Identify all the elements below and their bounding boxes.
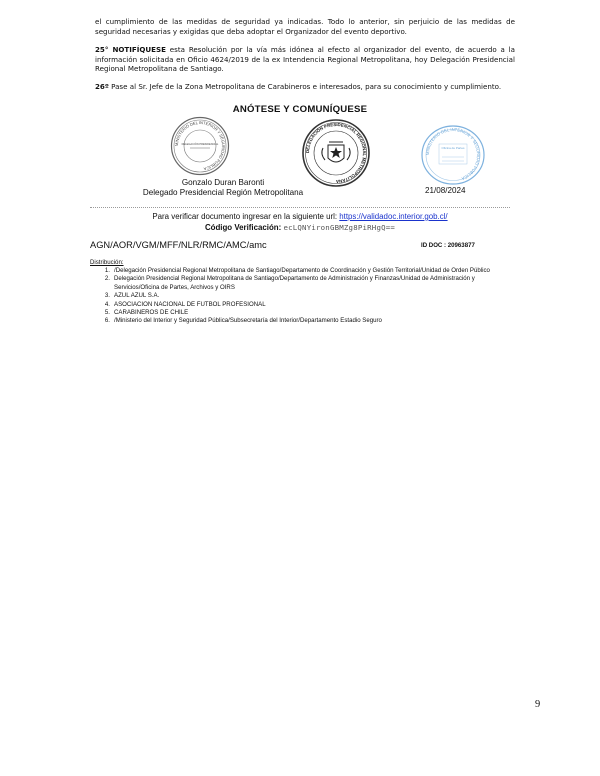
ministry-seal-stamp (170, 116, 230, 176)
list-item-number: 5. (104, 309, 110, 317)
list-item-text: Delegación Presidencial Regional Metropolitana de Santiago/Departamento de Administración y Finanzas/Unidad de Administración y Servicios/Oficina de Partes, Archivos y OIRS (114, 275, 475, 291)
list-item (90, 275, 515, 292)
verification-code-label: Código Verificación: (204, 223, 282, 232)
paragraph-25 (95, 45, 515, 74)
list-item (90, 292, 515, 300)
distribution-list (90, 267, 515, 326)
list-item (90, 267, 515, 275)
distribution-heading: Distribución: (90, 259, 124, 266)
list-item (90, 309, 515, 317)
list-item-text: /Delegación Presidencial Regional Metropolitana de Santiago/Departamento de Coordinación y Gestión Territorial/Unidad de Orden Público (114, 267, 490, 274)
list-item-number: 3. (104, 292, 110, 300)
dotted-divider (90, 207, 510, 208)
list-item-text: AZUL AZUL S.A. (114, 292, 160, 300)
oficina-de-partes-ring-text: MINISTERIO DEL INTERIOR Y SEGURIDAD PÚBLICA (424, 126, 482, 182)
signer-title: Delegado Presidencial Región Metropolitana (142, 188, 304, 198)
ministry-seal-ring-text: MINISTERIO DEL INTERIOR Y SEGURIDAD PÚBLICA (173, 119, 227, 172)
signature-block (138, 178, 308, 198)
initials-reference: AGN/AOR/VGM/MFF/NLR/RMC/AMC/amc (90, 240, 267, 250)
list-item (90, 301, 515, 309)
verification-code: ecLQNYironGBMZg8PiRHgQ== (283, 223, 396, 232)
coat-of-arms-seal-stamp (301, 118, 371, 188)
oficina-de-partes-center-text: Oficina de Partes (441, 146, 465, 150)
list-item-text: ASOCIACION NACIONAL DE FUTBOL PROFESIONAL (114, 300, 266, 308)
list-item-number: 6. (104, 317, 110, 325)
continuation-text: el cumplimiento de las medidas de seguridad ya indicadas. Todo lo anterior, sin perjuicio de las medidas de seguridad necesarias y exigidas que deba adoptar el Organizador del evento deportivo. (95, 17, 515, 36)
paragraph-25-text: esta Resolución por la vía más idónea al efecto al organizador del evento, de acuerdo a la información solicitada en Oficio 4624/2019 de la ex Intendencia Regional Metropolitana, hoy Delegación Presidencial Regional Metropolitana de Santiago. (95, 45, 515, 74)
paragraph-26-label: 26º (95, 82, 109, 91)
verification-code-line (0, 223, 600, 232)
coat-of-arms-icon (322, 142, 350, 162)
oficina-de-partes-stamp (419, 124, 487, 186)
id-doc: ID DOC : 20963877 (421, 242, 475, 249)
list-item-number: 4. (104, 300, 110, 308)
closing-title: ANÓTESE Y COMUNÍQUESE (232, 104, 368, 115)
list-item-text: CARABINEROS DE CHILE (114, 309, 189, 317)
paragraph-26-text: Pase al Sr. Jefe de la Zona Metropolitana de Carabineros e interesados, para su conocimiento y cumplimiento. (108, 82, 502, 91)
verification-line (0, 212, 600, 221)
verification-prefix: Para verificar documento ingresar en la siguiente url: (152, 212, 340, 221)
signature-date: 21/08/2024 (425, 186, 466, 195)
list-item-number: 2. (104, 275, 110, 283)
list-item-text: /Ministerio del Interior y Seguridad Pública/Subsecretaría del Interior/Departamento Estadio Seguro (114, 317, 382, 325)
verification-url-link[interactable]: https://validadoc.interior.gob.cl/ (339, 212, 448, 221)
continuation-paragraph (95, 17, 515, 36)
paragraph-26 (95, 82, 515, 92)
list-item-number: 1. (104, 267, 110, 274)
coat-of-arms-ring-text: DELEGACIÓN PRESIDENCIAL REGIONAL METROPOLITANA (304, 121, 368, 185)
ministry-seal-center-text: DELEGACIÓN PRESIDENCIAL (181, 143, 219, 146)
page-number: 9 (535, 699, 541, 710)
signer-name: Gonzalo Duran Baronti (181, 178, 265, 187)
list-item (90, 317, 515, 325)
paragraph-25-label: 25° NOTIFÍQUESE (95, 45, 166, 54)
